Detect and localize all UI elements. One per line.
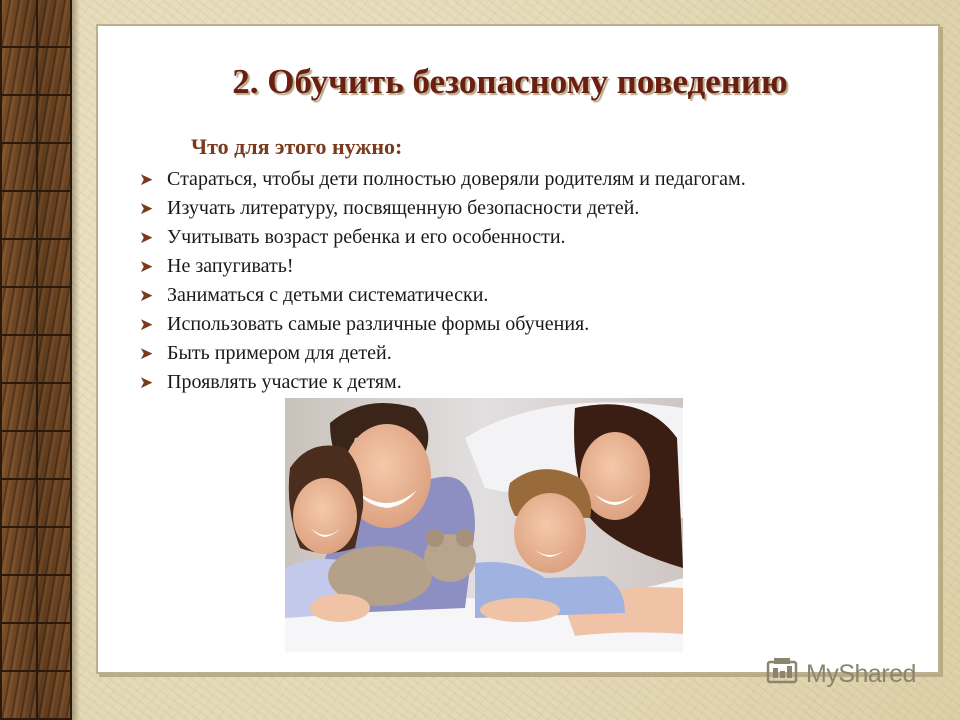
list-item [139,368,746,397]
slide-title: 2. Обучить безопасному поведению [232,62,788,101]
myshared-watermark [766,656,916,693]
list-item-text: Использовать самые различные формы обучения. [167,313,590,335]
list-item-text: Не запугивать! [167,255,294,277]
arrow-right-icon: ➤ [139,372,154,393]
arrow-right-icon: ➤ [139,256,154,277]
bullet-list [139,165,746,397]
list-item-text: Проявлять участие к детям. [167,371,402,393]
slide-subtitle: Что для этого нужно: [191,134,403,159]
list-item [139,165,746,194]
decorative-wood-strip [0,0,72,720]
arrow-right-icon: ➤ [139,227,154,248]
family-photo [285,398,683,652]
arrow-right-icon: ➤ [139,198,154,219]
arrow-right-icon: ➤ [139,343,154,364]
list-item [139,223,746,252]
arrow-right-icon: ➤ [139,314,154,335]
myshared-logo-icon [766,656,800,693]
list-item-text: Быть примером для детей. [167,342,392,364]
arrow-right-icon: ➤ [139,285,154,306]
arrow-right-icon: ➤ [139,169,154,190]
list-item [139,252,746,281]
list-item [139,310,746,339]
watermark-text: MyShared [806,660,916,688]
list-item [139,281,746,310]
list-item-text: Учитывать возраст ребенка и его особенности. [167,226,566,248]
strip-shadow [72,0,80,720]
list-item-text: Заниматься с детьми систематически. [167,284,489,306]
list-item [139,194,746,223]
list-item [139,339,746,368]
list-item-text: Изучать литературу, посвященную безопасности детей. [167,197,640,219]
list-item-text: Стараться, чтобы дети полностью доверяли родителям и педагогам. [167,168,746,190]
